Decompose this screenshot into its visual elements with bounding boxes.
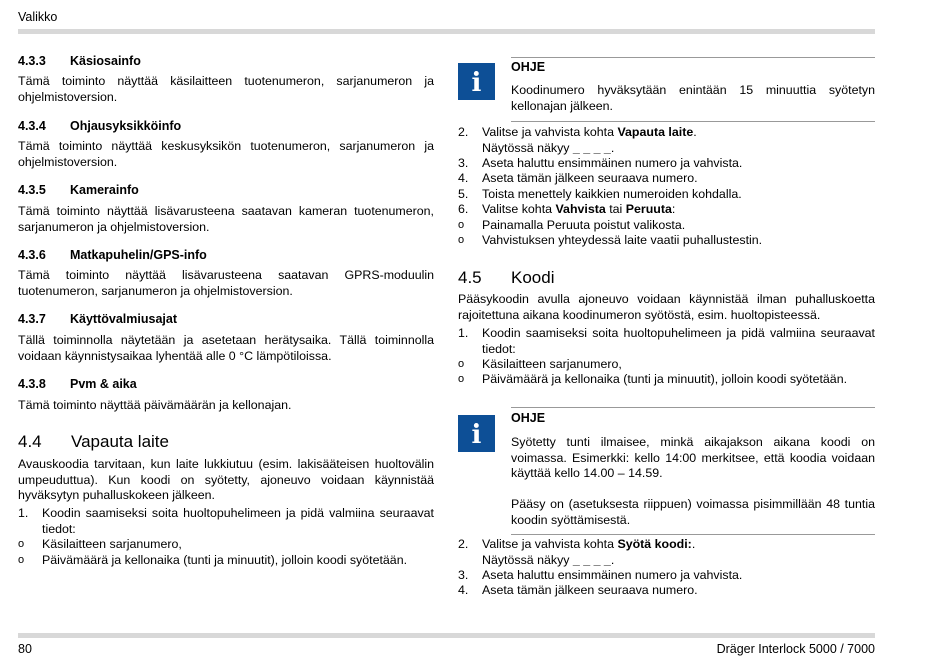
heading-4-3-4: 4.3.4 Ohjausyksikköinfo — [18, 119, 182, 133]
list-item: 1. Koodin saamiseksi soita huoltopuhelimeen ja pidä valmiina seuraavat tiedot: — [18, 506, 434, 536]
header-rule — [18, 29, 875, 34]
page-number: 80 — [18, 642, 32, 656]
heading-4-4: 4.4 Vapauta laite — [18, 432, 169, 451]
text-4-5: Pääsykoodin avulla ajoneuvo voidaan käynnistää ilman puhalluskoetta rajoitettuna aikana koodinumeron syötöstä, esim. huoltopisteessä. — [458, 292, 875, 322]
note-title: OHJE — [511, 411, 546, 425]
text-4-3-5: Tämä toiminto näyttää lisävarusteena saatavan kameran tuotenumeron, sarjanumeron ja ohjelmistoversion. — [18, 204, 434, 234]
list-item: 4. Aseta tämän jälkeen seuraava numero. — [458, 171, 698, 185]
info-icon: i — [458, 63, 495, 100]
list-item: 2. Valitse ja vahvista kohta Vapauta laite. Näytössä näkyy _ _ _ _. — [458, 125, 697, 155]
bullet-item: o Päivämäärä ja kellonaika (tunti ja minuutit), jolloin koodi syötetään. — [18, 553, 408, 567]
header-title: Valikko — [18, 10, 58, 24]
bullet-item: o Käsilaitteen sarjanumero, — [458, 357, 622, 371]
note-title: OHJE — [511, 60, 546, 74]
note-text: Pääsy on (asetuksesta riippuen) voimassa pisimmillään 48 tuntia koodin syöttämisestä. — [511, 497, 875, 527]
heading-4-5: 4.5 Koodi — [458, 268, 555, 287]
info-icon: i — [458, 415, 495, 452]
heading-4-3-6: 4.3.6 Matkapuhelin/GPS-info — [18, 248, 207, 262]
heading-4-3-8: 4.3.8 Pvm & aika — [18, 377, 137, 391]
text-4-4: Avauskoodia tarvitaan, kun laite lukkiutuu (esim. lakisääteisen huoltovälin umpeuduttua). Kun koodi on syötetty, ajoneuvo voidaan käynnistää hyväksytyn puhalluskokeen jälkeen. — [18, 457, 434, 502]
list-item: 3. Aseta haluttu ensimmäinen numero ja vahvista. — [458, 156, 743, 170]
list-item: 1. Koodin saamiseksi soita huoltopuhelimeen ja pidä valmiina seuraavat tiedot: — [458, 326, 875, 356]
text-4-3-4: Tämä toiminto näyttää keskusyksikön tuotenumeron, sarjanumeron ja ohjelmistoversion. — [18, 139, 434, 169]
list-item: 2. Valitse ja vahvista kohta Syötä koodi:. Näytössä näkyy _ _ _ _. — [458, 537, 696, 567]
note-text: Syötetty tunti ilmaisee, minkä aikajakson aikana koodi on voimassa. Esimerkki: kello 14:00 merkitsee, että koodia voidaan käyttää kello 14.00 – 14.59. — [511, 435, 875, 480]
heading-4-3-3: 4.3.3 Käsiosainfo — [18, 54, 141, 68]
text-4-3-6: Tämä toiminto näyttää lisävarusteena saatavan GPRS-moduulin tuotenumeron, sarjanumeron ja ohjelmistoversion. — [18, 268, 434, 298]
note-box — [458, 57, 875, 119]
bullet-item: o Painamalla Peruuta poistut valikosta. — [458, 218, 686, 232]
text-4-3-7: Tällä toiminnolla näytetään ja asetetaan herätysaika. Tällä toiminnolla voidaan käynnistysaikaa lyhentää alle 0 °C lämpötiloissa. — [18, 333, 434, 363]
bullet-item: o Vahvistuksen yhteydessä laite vaatii puhallustestin. — [458, 233, 763, 247]
list-item: 3. Aseta haluttu ensimmäinen numero ja vahvista. — [458, 568, 743, 582]
note-box — [458, 407, 875, 535]
list-item: 4. Aseta tämän jälkeen seuraava numero. — [458, 583, 698, 597]
text-4-3-3: Tämä toiminto näyttää käsilaitteen tuotenumeron, sarjanumeron ja ohjelmistoversion. — [18, 74, 434, 104]
product-name: Dräger Interlock 5000 / 7000 — [716, 642, 875, 656]
note-text: Koodinumero hyväksytään enintään 15 minuuttia syötetyn kellonajan jälkeen. — [511, 83, 875, 113]
footer-rule — [18, 633, 875, 638]
heading-4-3-5: 4.3.5 Kamerainfo — [18, 183, 139, 197]
heading-4-3-7: 4.3.7 Käyttövalmiusajat — [18, 312, 177, 326]
bullet-item: o Käsilaitteen sarjanumero, — [18, 537, 182, 551]
text-4-3-8: Tämä toiminto näyttää päivämäärän ja kellonajan. — [18, 398, 292, 412]
list-item: 5. Toista menettely kaikkien numeroiden kohdalla. — [458, 187, 742, 201]
list-item: 6. Valitse kohta Vahvista tai Peruuta: — [458, 202, 676, 216]
bullet-item: o Päivämäärä ja kellonaika (tunti ja minuutit), jolloin koodi syötetään. — [458, 372, 848, 386]
